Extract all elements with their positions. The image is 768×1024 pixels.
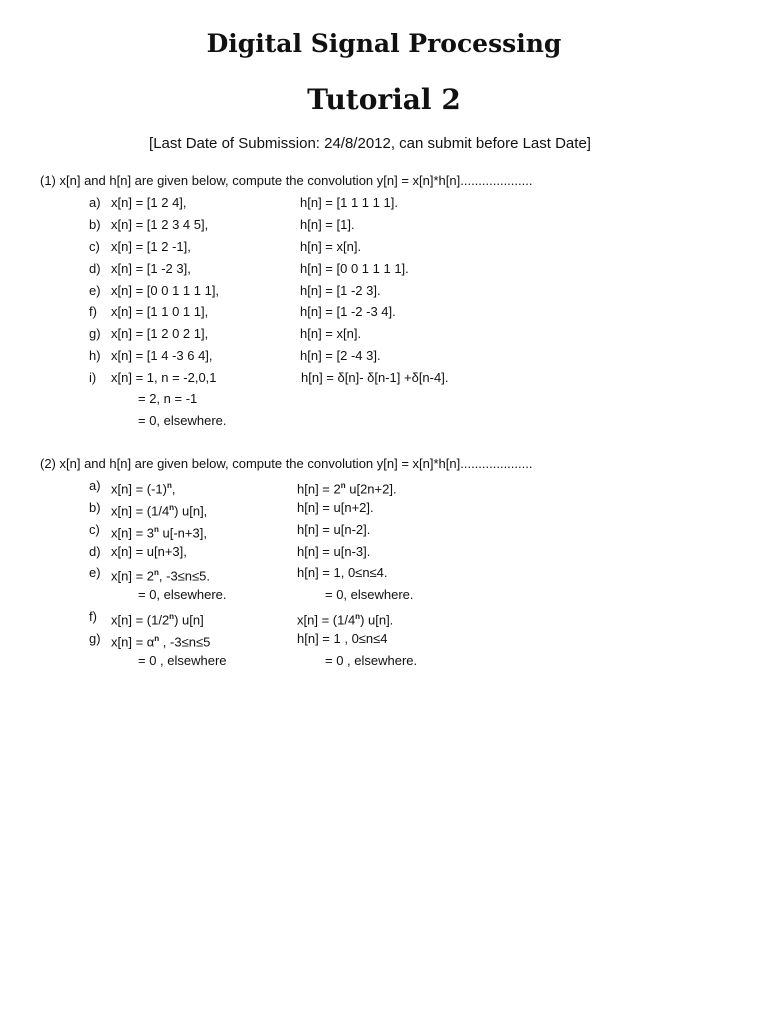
x-expr-end: , — [171, 481, 176, 497]
x-sequence: x[n] = [1 2 -1], — [111, 239, 191, 254]
q1-item-f — [0, 301, 768, 323]
q1-item-d — [0, 258, 768, 280]
x-expr-end: u[-n+3], — [158, 525, 207, 541]
x-expr: x[n] = α — [111, 634, 155, 650]
document-title: Digital Signal Processing — [206, 29, 562, 58]
tutorial-title: Tutorial 2 — [307, 83, 461, 116]
item-label: b) — [89, 217, 101, 232]
x-signal: x[n] = u[n+3], — [111, 544, 187, 559]
exponent: n — [355, 612, 361, 621]
h-signal: h[n] = 1, 0≤n≤4. — [297, 565, 388, 580]
q2-item-f — [0, 606, 768, 628]
q1-item-c — [0, 236, 768, 258]
x-expr-end: , -3≤n≤5. — [158, 568, 211, 584]
h-signal: h[n] = u[n+2]. — [297, 500, 374, 515]
submission-deadline: [Last Date of Submission: 24/8/2012, can submit before Last Date] — [149, 135, 591, 152]
x-piecewise-line: = 2, n = -1 — [138, 391, 198, 406]
exponent: n — [169, 612, 175, 621]
item-label: h) — [89, 348, 101, 363]
item-label: c) — [89, 522, 100, 537]
q1-item-i-continuation — [0, 410, 768, 432]
h-sequence: h[n] = [1 -2 -3 4]. — [300, 304, 396, 319]
h-sequence: h[n] = x[n]. — [300, 326, 362, 341]
q2-item-b — [0, 497, 768, 519]
h-sequence: h[n] = [1]. — [300, 217, 355, 232]
q1-item-b — [0, 214, 768, 236]
item-label: g) — [89, 326, 101, 341]
x-sequence: x[n] = 1, n = -2,0,1 — [111, 370, 217, 385]
x-expr: x[n] = (1/2 — [111, 612, 170, 628]
x-sequence: x[n] = [1 1 0 1 1], — [111, 304, 209, 319]
item-label: g) — [89, 631, 101, 646]
exponent: n — [154, 568, 159, 577]
q1-item-a — [0, 192, 768, 214]
x-expr-end: ) u[n], — [174, 503, 208, 519]
x-piecewise-line: = 0, elsewhere. — [138, 413, 227, 428]
h-signal: h[n] = 1 , 0≤n≤4 — [297, 631, 388, 646]
x-sequence: x[n] = [1 -2 3], — [111, 261, 191, 276]
x-sequence: x[n] = [1 2 4], — [111, 195, 187, 210]
x-piecewise-line: = 0, elsewhere. — [138, 587, 227, 602]
question-1-heading: (1) x[n] and h[n] are given below, compute the convolution y[n] = x[n]*h[n].................... — [40, 173, 533, 188]
item-label: a) — [89, 478, 101, 493]
h-sequence: h[n] = [0 0 1 1 1 1]. — [300, 261, 409, 276]
h-expr-end: u[2n+2]. — [345, 481, 397, 497]
x-sequence: x[n] = [1 4 -3 6 4], — [111, 348, 213, 363]
item-label: e) — [89, 565, 101, 580]
x-piecewise-line: = 0 , elsewhere — [138, 653, 227, 668]
x-sequence: x[n] = [0 0 1 1 1 1], — [111, 283, 220, 298]
q1-item-i — [0, 367, 768, 389]
item-label: d) — [89, 544, 101, 559]
exponent: n — [340, 481, 346, 490]
q2-item-g-continuation — [0, 650, 768, 672]
q2-item-e-continuation — [0, 584, 768, 606]
x-expr: x[n] = (1/4 — [111, 503, 170, 519]
h-sequence: h[n] = [2 -4 3]. — [300, 348, 381, 363]
h-expr: x[n] = (1/4 — [297, 612, 356, 628]
h-sequence: h[n] = [1 1 1 1 1]. — [300, 195, 398, 210]
q2-item-d — [0, 541, 768, 563]
h-sequence: h[n] = x[n]. — [300, 239, 362, 254]
item-label: f) — [89, 609, 97, 624]
h-sequence: h[n] = [1 -2 3]. — [300, 283, 381, 298]
x-expr: x[n] = 3 — [111, 525, 154, 541]
item-label: e) — [89, 283, 101, 298]
h-piecewise-line: = 0 , elsewhere. — [325, 653, 418, 668]
x-expr-end: , -3≤n≤5 — [159, 634, 211, 650]
item-label: a) — [89, 195, 101, 210]
q1-item-e — [0, 280, 768, 302]
exponent: n — [167, 481, 172, 490]
item-label: b) — [89, 500, 101, 515]
item-label: c) — [89, 239, 100, 254]
x-sequence: x[n] = [1 2 3 4 5], — [111, 217, 209, 232]
q2-item-a — [0, 475, 768, 497]
q1-item-g — [0, 323, 768, 345]
exponent: n — [154, 525, 159, 534]
q1-item-h — [0, 345, 768, 367]
exponent: n — [154, 634, 160, 643]
item-label: d) — [89, 261, 101, 276]
question-2-heading: (2) x[n] and h[n] are given below, compute the convolution y[n] = x[n]*h[n].................... — [40, 456, 533, 471]
q2-item-g — [0, 628, 768, 650]
exponent: n — [169, 503, 175, 512]
q2-item-c — [0, 519, 768, 541]
x-sequence: x[n] = [1 2 0 2 1], — [111, 326, 209, 341]
x-expr: x[n] = (-1) — [111, 481, 167, 497]
h-sequence: h[n] = δ[n]- δ[n-1] +δ[n-4]. — [301, 370, 449, 385]
x-expr: x[n] = 2 — [111, 568, 154, 584]
h-expr: h[n] = 2 — [297, 481, 341, 497]
item-label: i) — [89, 370, 97, 385]
q2-item-e — [0, 562, 768, 584]
h-signal: h[n] = u[n-3]. — [297, 544, 371, 559]
item-label: f) — [89, 304, 97, 319]
x-expr-end: ) u[n] — [174, 612, 204, 628]
q1-item-i-continuation — [0, 388, 768, 410]
h-signal: h[n] = u[n-2]. — [297, 522, 371, 537]
h-expr-end: ) u[n]. — [360, 612, 394, 628]
h-piecewise-line: = 0, elsewhere. — [325, 587, 414, 602]
